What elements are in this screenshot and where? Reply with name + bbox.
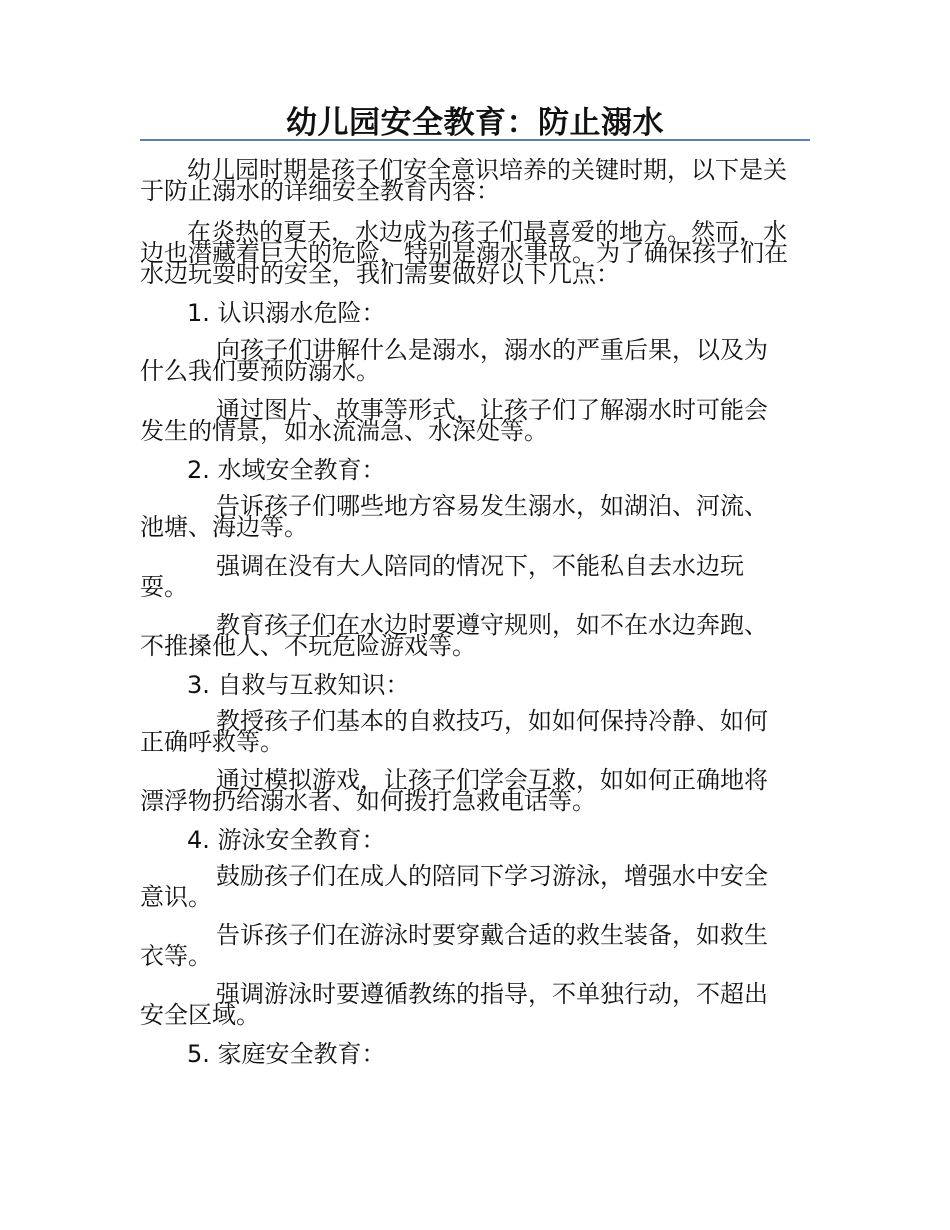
section-heading-5: 5. 家庭安全教育： <box>187 1040 386 1068</box>
page-title: 幼儿园安全教育：防止溺水 <box>286 105 664 141</box>
section-4-item-2 <box>140 921 768 970</box>
section-1-item-2 <box>140 396 768 445</box>
lead-line-2: 边也潜藏着巨大的危险，特别是溺水事故。为了确保孩子们在 <box>140 239 788 267</box>
section-heading-3: 3. 自救与互救知识： <box>187 671 410 699</box>
section-4-item-1 <box>140 862 768 911</box>
section-2-item-1 <box>140 492 768 541</box>
intro-paragraph <box>140 156 787 205</box>
section-2-item-2 <box>140 552 744 601</box>
intro-line-2: 于防止溺水的详细安全教育内容： <box>140 177 500 205</box>
item-line-1: 向孩子们讲解什么是溺水，溺水的严重后果，以及为 <box>216 336 768 364</box>
section-2-item-3 <box>140 611 768 660</box>
item-line-2: 发生的情景，如水流湍急、水深处等。 <box>140 417 548 445</box>
item-line-1: 教授孩子们基本的自救技巧，如如何保持冷静、如何 <box>216 707 768 735</box>
item-line-2: 不推搡他人、不玩危险游戏等。 <box>140 632 476 660</box>
section-4-item-3 <box>140 980 768 1029</box>
item-line-1: 强调在没有大人陪同的情况下，不能私自去水边玩 <box>216 552 744 580</box>
item-line-2: 衣等。 <box>140 942 212 970</box>
item-line-1: 通过图片、故事等形式，让孩子们了解溺水时可能会 <box>216 396 768 424</box>
item-line-2: 漂浮物扔给溺水者、如何拨打急救电话等。 <box>140 787 596 815</box>
item-line-2: 安全区域。 <box>140 1001 260 1029</box>
item-line-1: 告诉孩子们在游泳时要穿戴合适的救生装备，如救生 <box>216 921 768 949</box>
lead-line-3: 水边玩耍时的安全，我们需要做好以下几点： <box>140 260 620 288</box>
title-underline <box>140 139 810 141</box>
section-3-item-2 <box>140 766 768 815</box>
item-line-2: 意识。 <box>140 883 212 911</box>
intro-line-1: 幼儿园时期是孩子们安全意识培养的关键时期，以下是关 <box>187 156 787 184</box>
item-line-2: 正确呼救等。 <box>140 728 284 756</box>
item-line-2: 什么我们要预防溺水。 <box>140 357 380 385</box>
item-line-1: 告诉孩子们哪些地方容易发生溺水，如湖泊、河流、 <box>216 492 768 520</box>
section-3-item-1 <box>140 707 768 756</box>
section-1-item-1 <box>140 336 768 385</box>
item-line-1: 通过模拟游戏，让孩子们学会互救，如如何正确地将 <box>216 766 768 794</box>
section-heading-2: 2. 水域安全教育： <box>187 456 386 484</box>
item-line-1: 强调游泳时要遵循教练的指导，不单独行动，不超出 <box>216 980 768 1008</box>
lead-paragraph <box>140 218 788 288</box>
item-line-1: 教育孩子们在水边时要遵守规则，如不在水边奔跑、 <box>216 611 768 639</box>
item-line-1: 鼓励孩子们在成人的陪同下学习游泳，增强水中安全 <box>216 862 768 890</box>
lead-line-1: 在炎热的夏天，水边成为孩子们最喜爱的地方。然而，水 <box>187 218 787 246</box>
item-line-2: 耍。 <box>140 573 188 601</box>
item-line-2: 池塘、海边等。 <box>140 513 308 541</box>
section-heading-1: 1. 认识溺水危险： <box>187 299 386 327</box>
section-heading-4: 4. 游泳安全教育： <box>187 826 386 854</box>
